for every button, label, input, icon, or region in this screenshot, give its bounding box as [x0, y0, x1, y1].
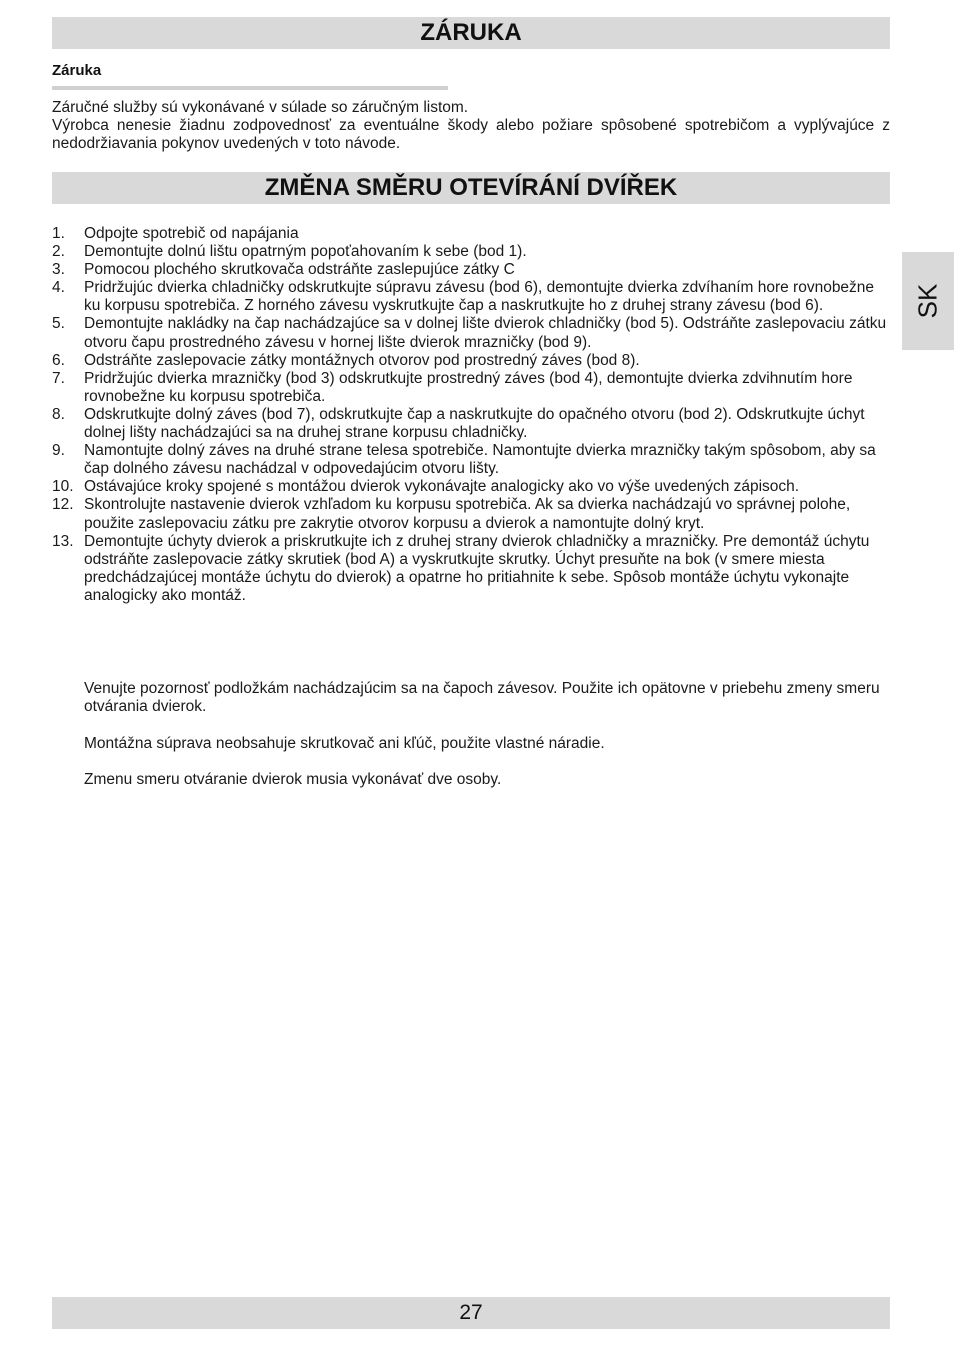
step-number: 9. — [52, 442, 65, 460]
page-number: 27 — [52, 1297, 890, 1329]
list-item — [52, 261, 890, 279]
step-text: Pridržujúc dvierka chladničky odskrutkujte súpravu závesu (bod 6), demontujte dvierka zdvíhaním hore rovnobežne ku korpusu spotrebiča. Z horného závesu vyskrutkujte čap a naskrutkujte ho z druhej strany závesu (bod 6). — [84, 279, 875, 315]
door-reversal-steps — [52, 225, 890, 605]
list-item — [52, 496, 890, 532]
list-item — [52, 225, 890, 243]
list-item — [52, 243, 890, 261]
step-text: Demontujte nakládky na čap nachádzajúce sa v dolnej lište dvierok chladničky (bod 5). Odstráňte zaslepovaciu zátku otvoru čapu prostredného závesu v hornej lište dvierok mrazničky (bod 9). — [84, 315, 887, 351]
door-reversal-notes — [84, 680, 890, 808]
step-text: Odstráňte zaslepovacie zátky montážnych otvorov pod prostredný záves (bod 8). — [84, 351, 640, 369]
step-number: 2. — [52, 243, 65, 261]
step-number: 6. — [52, 351, 65, 369]
step-text: Pridržujúc dvierka mrazničky (bod 3) odskrutkujte prostredný záves (bod 4), demontujte dvierka zdvihnutím hore rovnobežne ku korpusu spotrebiča. — [84, 369, 853, 405]
list-item — [52, 442, 890, 478]
list-item — [52, 370, 890, 406]
step-number: 3. — [52, 261, 65, 279]
note-paragraph: Montážna súprava neobsahuje skrutkovač ani kľúč, použite vlastné náradie. — [84, 734, 605, 752]
list-item — [52, 478, 890, 496]
warranty-paragraph: Výrobca nenesie žiadnu zodpovednosť za eventuálne škody alebo požiare spôsobené spotrebičom a vyplývajúce z nedodržiavania pokynov uvedených v toto návode. — [52, 117, 890, 152]
note-paragraph: Venujte pozornosť podložkám nachádzajúcim sa na čapoch závesov. Použite ich opätovne v priebehu zmeny smeru otvárania dvierok. — [84, 680, 880, 716]
warranty-text — [52, 99, 890, 153]
warranty-subtitle: Záruka — [52, 62, 102, 79]
section-title-door-reversal: ZMĚNA SMĚRU OTEVÍRÁNÍ DVÍŘEK — [52, 172, 890, 204]
step-number: 4. — [52, 279, 65, 297]
step-text: Skontrolujte nastavenie dvierok vzhľadom ku korpusu spotrebiča. Ak sa dvierka nachádzajú vo správnej polohe, použite zaslepovaciu zátku pre zakrytie otvorov korpusu a dvierok a namontujte dolný kryt. — [84, 496, 851, 532]
step-text: Namontujte dolný záves na druhé strane telesa spotrebiče. Namontujte dvierka mrazničky takým spôsobom, aby sa čap dolného závesu nachádzal v odpovedajúcim otvoru lišty. — [84, 442, 876, 478]
step-number: 10. — [52, 478, 74, 496]
step-number: 5. — [52, 315, 65, 333]
step-number: 13. — [52, 532, 74, 550]
step-number: 12. — [52, 496, 74, 514]
list-item — [52, 315, 890, 351]
section-title-warranty: ZÁRUKA — [52, 17, 890, 49]
warranty-paragraph: Záručné služby sú vykonávané v súlade so záručným listom. — [52, 99, 469, 116]
step-text: Odskrutkujte dolný záves (bod 7), odskrutkujte čap a naskrutkujte do opačného otvoru (bod 2). Odskrutkujte úchyt dolnej lišty nachádzajúci sa na druhej strane korpusu chladničky. — [84, 405, 865, 442]
list-item — [52, 533, 890, 605]
step-text: Pomocou plochého skrutkovača odstráňte zaslepujúce zátky C — [84, 261, 515, 279]
subtitle-underline — [52, 86, 448, 90]
list-item — [52, 279, 890, 315]
step-text: Odpojte spotrebič od napájania — [84, 225, 299, 242]
language-tab — [902, 252, 954, 350]
step-number: 8. — [52, 405, 65, 423]
note-paragraph: Zmenu smeru otváranie dvierok musia vykonávať dve osoby. — [84, 771, 502, 789]
step-number: 1. — [52, 225, 65, 242]
step-number: 7. — [52, 369, 65, 387]
list-item — [52, 352, 890, 370]
step-text: Demontujte úchyty dvierok a priskrutkujte ich z druhej strany dvierok chladničky a mrazničky. Pre demontáž úchytu odstráňte zaslepovacie zátky skrutiek (bod A) a vyskrutkujte skrutky. Úchyt presuňte na bok (v smere miesta predchádzajúcej montáže úchytu do dvierok) a opatrne ho pritiahnite k sebe. Spôsob montáže úchytu vykonajte analogicky ako montáž. — [84, 532, 870, 604]
language-tab-label: SK — [912, 283, 943, 319]
list-item — [52, 406, 890, 442]
step-text: Ostávajúce kroky spojené s montážou dvierok vykonávajte analogicky ako vo výše uvedených zápisoch. — [84, 478, 800, 496]
step-text: Demontujte dolnú lištu opatrným popoťahovaním k sebe (bod 1). — [84, 243, 527, 261]
